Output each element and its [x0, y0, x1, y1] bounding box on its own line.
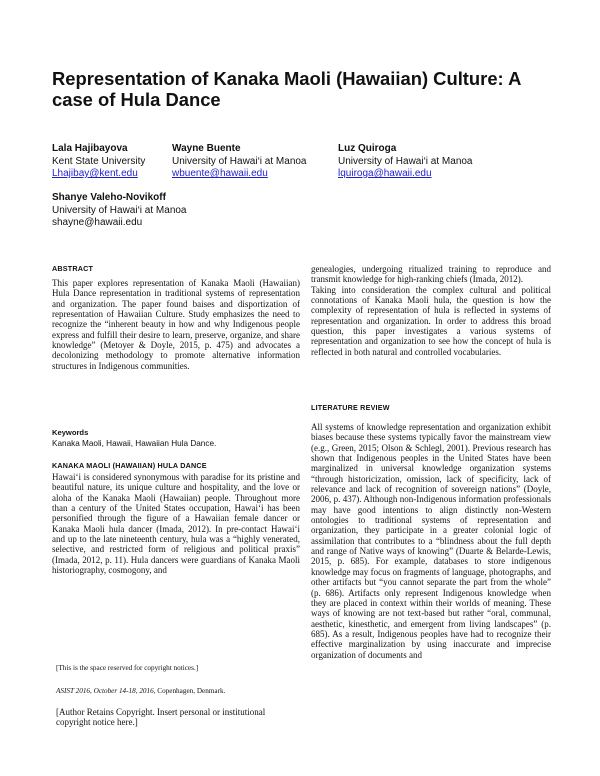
right-column — [311, 264, 551, 357]
hula-section — [52, 461, 300, 575]
author-email-link[interactable]: wbuente@hawaii.edu — [172, 168, 268, 179]
copyright-block — [56, 664, 300, 728]
abstract-text: This paper explores representation of Kanaka Maoli (Hawaiian) Hula Dance representation in traditional systems of representation and organization. The paper found baises and disportization of representation of Hawaiian Culture. Study emphasizes the need to recognize the “inherent beauty in how and why Indigenous people express and fulfill their desire to learn, preserve, organize, and share knowledge” (Metoyer & Doyle, 2015, p. 475) and advocates a decolonizing methodology to promote alternative information structures in Indigenous communities. — [52, 278, 300, 371]
author-affiliation: University of Hawai‘i at Manoa — [52, 204, 187, 216]
author-email-link[interactable]: Lhajibay@kent.edu — [52, 168, 138, 179]
right-para-2: Taking into consideration the complex cultural and political connotations of Kanaka Maoli hula, the question is how the complexity of representation of hula is reflected in systems of representation and organization. In order to address this broad question, this paper investigates a various systems of representation and organization to see how the concept of hula is reflected in both natural and controlled vocabularies. — [311, 284, 551, 357]
literature-heading: LITERATURE REVIEW — [311, 403, 390, 412]
author-4 — [52, 192, 252, 230]
author-1 — [52, 143, 170, 181]
author-affiliation: University of Hawai‘i at Manoa — [338, 155, 473, 167]
keywords-heading: Keywords — [52, 428, 89, 437]
hula-heading: KANAKA MAOLI (HAWAIIAN) HULA DANCE — [52, 461, 207, 470]
hula-text: Hawai‘i is considered synonymous with paradise for its pristine and beautiful nature, its unique culture and hospitality, and the love or aloha of the Kanaka Maoli (Hawaiian) people. Throughout more than a century of the United States occupation, Hawai‘i has been personified through the figure of a Hawaiian female dancer or Kanaka Maoli hula dancer (Imada, 2012). In pre-contact Hawai‘i and up to the late nineteenth century, hula was a “highly venerated, selective, and restricted form of religious and political praxis” (Imada, 2012, p. 11). Hula dancers were guardians of Kanaka Maoli historiography, cosmogony, and — [52, 472, 300, 576]
conference-name: ASIST 2016, October 14-18, 2016, — [56, 687, 156, 695]
hula-continuation: genealogies, undergoing ritualized training to reproduce and transmit knowledge for high-ranking chiefs (Imada, 2012). — [311, 264, 551, 285]
copyright-note: [This is the space reserved for copyright notices.] — [56, 664, 199, 672]
abstract-heading: ABSTRACT — [52, 264, 94, 273]
conference-line — [56, 687, 300, 696]
paper-title: Representation of Kanaka Maoli (Hawaiian) Culture: A case of Hula Dance — [52, 68, 521, 110]
author-email-link[interactable]: lquiroga@hawaii.edu — [338, 168, 432, 179]
author-retains-notice: [Author Retains Copyright. Insert personal or institutional copyright notice here.] — [56, 707, 266, 728]
keywords-text: Kanaka Maoli, Hawaii, Hawaiian Hula Dance. — [52, 439, 217, 449]
author-affiliation: University of Hawai‘i at Manoa — [172, 155, 307, 167]
author-name: Luz Quiroga — [338, 143, 397, 154]
keywords-block — [52, 428, 300, 450]
author-email: shayne@hawaii.edu — [52, 217, 143, 228]
left-column — [52, 264, 300, 371]
author-2 — [172, 143, 337, 181]
literature-section — [311, 403, 551, 660]
author-affiliation: Kent State University — [52, 155, 146, 167]
author-name: Lala Hajibayova — [52, 143, 128, 154]
author-name: Shanye Valeho-Novikoff — [52, 192, 166, 203]
author-3 — [338, 143, 538, 181]
author-name: Wayne Buente — [172, 143, 241, 154]
conference-location: Copenhagen, Denmark. — [157, 687, 226, 695]
literature-text: All systems of knowledge representation and organization exhibit biases because these systems typically favor the mainstream view (e.g., Green, 2015; Olson & Schlegl, 2001). Previous research has shown that Indigenous peoples in the United States have been marginalized in universal knowledge organization systems “through historicization, omission, lack of specificity, lack of relevance and lack of recognition of sovereign nations” (Doyle, 2006, p. 437). Although non-Indigenous information professionals may have good intentions to align distinctly non-Western ontologies to traditional systems of representation and organization, they participate in a greater colonial logic of assimilation that contributes to a “blindness about the full depth and range of Native ways of knowing” (Duarte & Belarde-Lewis, 2015, p. 685). For example, databases to store indigenous knowledge may focus on fragments of language, photographs, and other artifacts but “you cannot separate the part from the whole” (p. 686). Artifacts only represent Indigenous knowledge when they are placed in context within their worlds of meaning. These ways of knowing are not text-based but rather “oral, communal, aesthetic, kinesthetic, and emergent from living landscapes” (p. 685). As a result, Indigenous peoples have had to recognize their effective marginalization by using inaccurate and imprecise organization of documents and — [311, 422, 551, 660]
